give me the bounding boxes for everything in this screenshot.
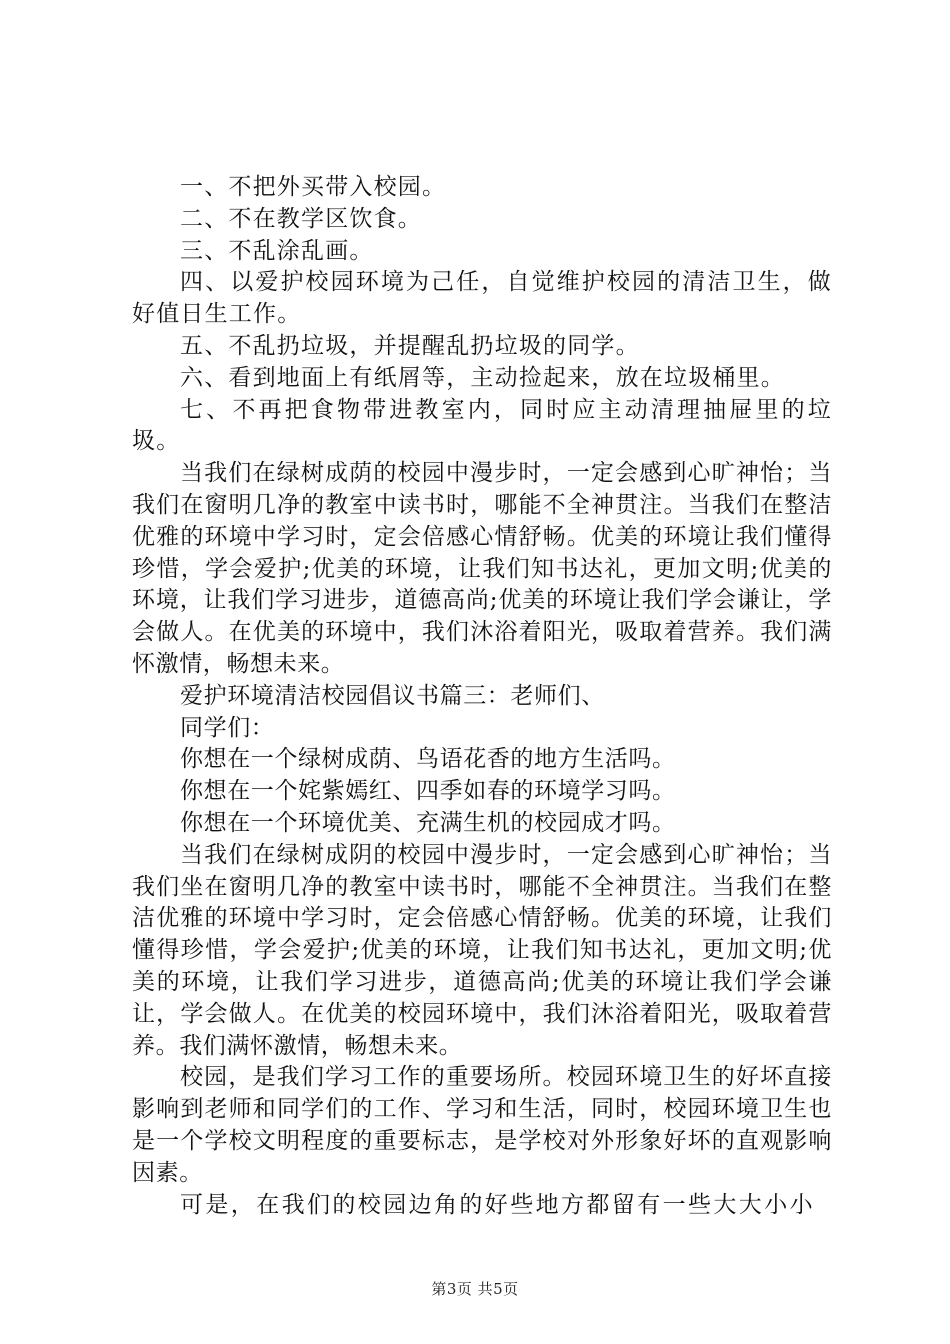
paragraph-rule-7: 七、不再把食物带进教室内，同时应主动清理抽屉里的垃圾。	[132, 396, 832, 455]
paragraph-campus: 校园，是我们学习工作的重要场所。校园环境卫生的好坏直接影响到老师和同学们的工作、学习和生活，同时，校园环境卫生也是一个学校文明程度的重要标志，是学校对外形象好坏的直观影响因素。	[132, 1064, 832, 1186]
paragraph-however: 可是，在我们的校园边角的好些地方都留有一些大大小小	[180, 1191, 815, 1218]
paragraph-greeting: 同学们：	[180, 714, 275, 741]
paragraph-rule-2: 二、不在教学区饮食。	[180, 205, 422, 232]
paragraph-environment-2: 当我们在绿树成阴的校园中漫步时，一定会感到心旷神怡；当我们坐在窗明几净的教室中读书时，哪能不全神贯注。当我们在整洁优雅的环境中学习时，定会倍感心情舒畅。优美的环境，让我们懂得珍惜，学会爱护;优美的环境，让我们知书达礼，更加文明;优美的环境，让我们学习进步，道德高尚;优美的环境让我们学会谦让，学会做人。在优美的校园环境中，我们沐浴着阳光，吸取着营养。我们满怀激情，畅想未来。	[132, 841, 832, 1059]
paragraph-question-1: 你想在一个绿树成荫、鸟语花香的地方生活吗。	[180, 746, 676, 773]
page-footer	[0, 1278, 950, 1299]
paragraph-section-heading: 爱护环境清洁校园倡议书篇三：老师们、	[180, 682, 605, 709]
page-number: 第3页 共5页	[431, 1280, 519, 1298]
paragraph-question-3: 你想在一个环境优美、充满生机的校园成才吗。	[180, 809, 676, 836]
paragraph-rule-3: 三、不乱涂乱画。	[180, 237, 374, 264]
paragraph-rule-5: 五、不乱扔垃圾，并提醒乱扔垃圾的同学。	[180, 332, 640, 359]
paragraph-rule-6: 六、看到地面上有纸屑等，主动捡起来，放在垃圾桶里。	[180, 364, 785, 391]
paragraph-rule-4: 四、以爱护校园环境为己任，自觉维护校园的清洁卫生，做好值日生工作。	[132, 269, 832, 328]
paragraph-question-2: 你想在一个姹紫嫣红、四季如春的环境学习吗。	[180, 778, 676, 805]
paragraph-rule-1: 一、不把外买带入校园。	[180, 174, 447, 200]
paragraph-environment-1: 当我们在绿树成荫的校园中漫步时，一定会感到心旷神怡；当我们在窗明几净的教室中读书时，哪能不全神贯注。当我们在整洁优雅的环境中学习时，定会倍感心情舒畅。优美的环境让我们懂得珍惜，学会爱护;优美的环境，让我们知书达礼，更加文明;优美的环境，让我们学习进步，道德高尚;优美的环境让我们学会谦让，学会做人。在优美的环境中，我们沐浴着阳光，吸取着营养。我们满怀激情，畅想未来。	[132, 460, 832, 677]
document-body	[132, 172, 832, 1221]
